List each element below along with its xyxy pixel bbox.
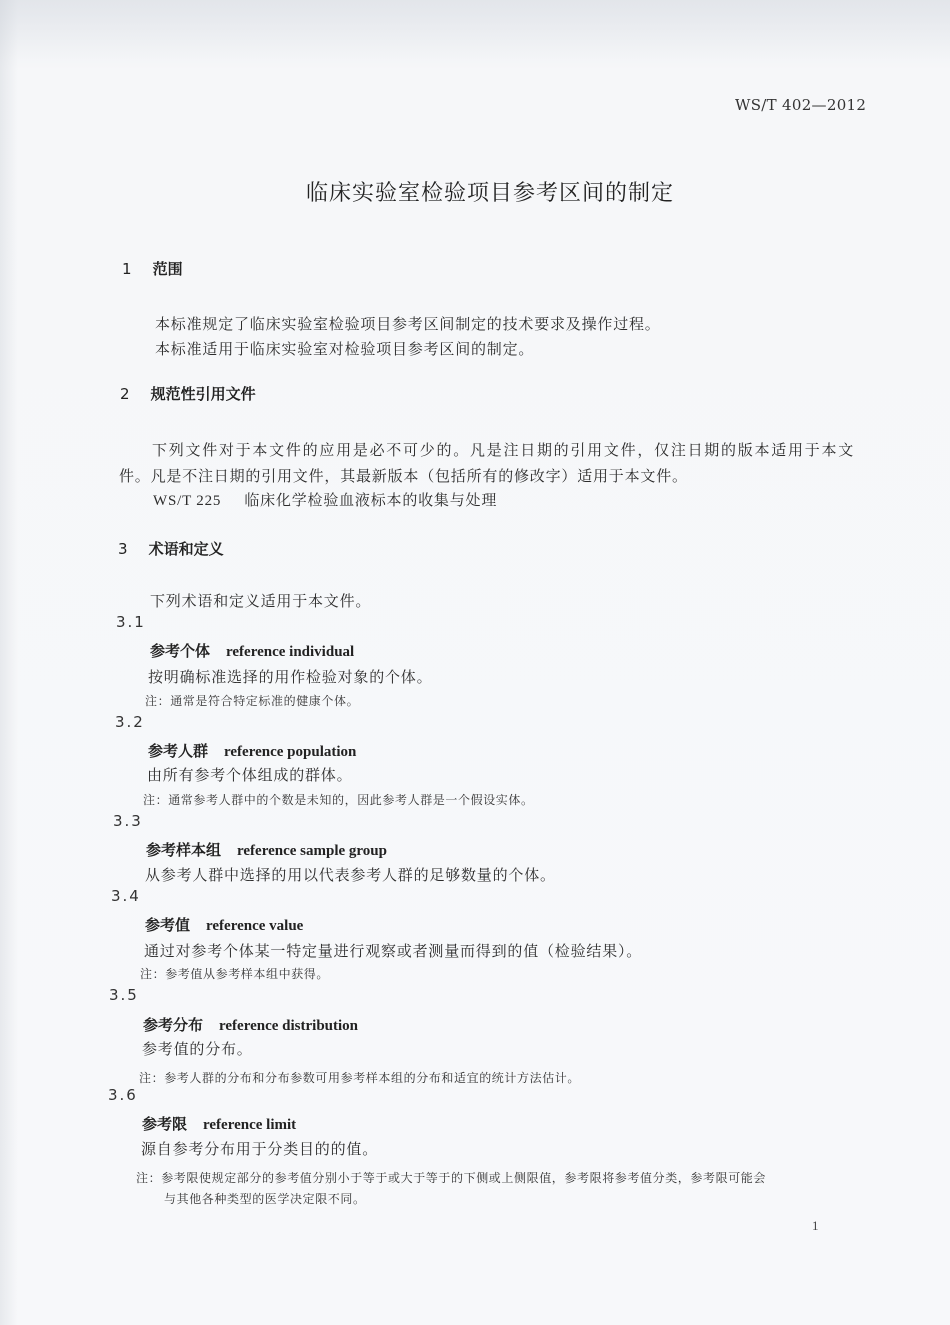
term-chinese: 参考限 [142,1115,188,1133]
term-note: 注：参考人群的分布和分布参数可用参考样本组的分布和适宜的统计方法估计。 [139,1071,581,1085]
document-title: 临床实验室检验项目参考区间的制定 [305,181,674,206]
term-heading [148,740,356,761]
reference-title: 临床化学检验血液标本的收集与处理 [244,491,498,509]
section-number: 1 [122,260,132,278]
page-number: 1 [812,1218,819,1233]
term-english: reference individual [226,644,355,660]
term-definition: 由所有参考个体组成的群体。 [147,766,353,784]
section-1-paragraph-2: 本标准适用于临床实验室对检验项目参考区间的制定。 [155,340,535,358]
section-number: 3 [118,540,128,558]
term-note: 注：通常参考人群中的个数是未知的，因此参考人群是一个假设实体。 [143,793,534,807]
reference-code: WS/T 225 [153,493,222,509]
term-english: reference sample group [237,843,387,859]
section-number: 2 [120,385,130,403]
term-definition: 源自参考分布用于分类目的的值。 [141,1140,379,1158]
term-note: 注：参考值从参考样本组中获得。 [140,967,330,981]
term-note: 注：通常是符合特定标准的健康个体。 [145,694,360,708]
term-note-line-2: 与其他各种类型的医学决定限不同。 [164,1192,366,1206]
section-3-heading [118,538,224,559]
term-note-line-1: 注：参考限使规定部分的参考值分别小于等于或大于等于的下侧或上侧限值，参考限将参考值分类，参考限可能会 [136,1171,767,1185]
normative-reference [153,489,497,510]
term-heading [142,1113,296,1134]
term-heading [145,914,303,935]
term-english: reference limit [203,1117,297,1133]
term-heading [146,839,387,860]
term-chinese: 参考人群 [148,742,209,760]
term-chinese: 参考值 [145,916,191,934]
section-2-heading [120,383,256,404]
term-english: reference value [206,918,304,934]
term-number: 3.1 [116,613,146,631]
section-title: 术语和定义 [148,540,224,558]
term-number: 3.6 [108,1086,138,1104]
term-number: 3.2 [115,713,145,731]
term-english: reference distribution [219,1018,359,1034]
standard-code: WS/T 402—2012 [735,96,867,114]
term-number: 3.4 [111,887,141,905]
term-heading [150,640,354,661]
term-number: 3.3 [113,812,143,830]
section-title: 规范性引用文件 [150,385,256,403]
section-1-paragraph-1: 本标准规定了临床实验室检验项目参考区间制定的技术要求及操作过程。 [155,315,661,333]
term-heading [143,1014,358,1035]
section-2-paragraph-line-2: 件。凡是不注日期的引用文件，其最新版本（包括所有的修改字）适用于本文件。 [119,467,688,485]
term-definition: 按明确标准选择的用作检验对象的个体。 [148,668,433,686]
term-chinese: 参考个体 [150,642,211,660]
section-1-heading [122,258,183,279]
term-chinese: 参考分布 [143,1016,204,1034]
term-definition: 参考值的分布。 [142,1040,253,1058]
term-chinese: 参考样本组 [146,841,222,859]
term-english: reference population [224,744,357,760]
section-2-paragraph-line-1: 下列文件对于本文件的应用是必不可少的。凡是注日期的引用文件，仅注日期的版本适用于本文 [152,441,854,459]
scan-shadow-top [0,0,950,70]
term-definition: 从参考人群中选择的用以代表参考人群的足够数量的个体。 [145,866,556,884]
term-definition: 通过对参考个体某一特定量进行观察或者测量而得到的值（检验结果）。 [144,942,643,960]
term-number: 3.5 [109,986,139,1004]
section-title: 范围 [152,260,183,278]
section-3-intro: 下列术语和定义适用于本文件。 [150,592,372,610]
